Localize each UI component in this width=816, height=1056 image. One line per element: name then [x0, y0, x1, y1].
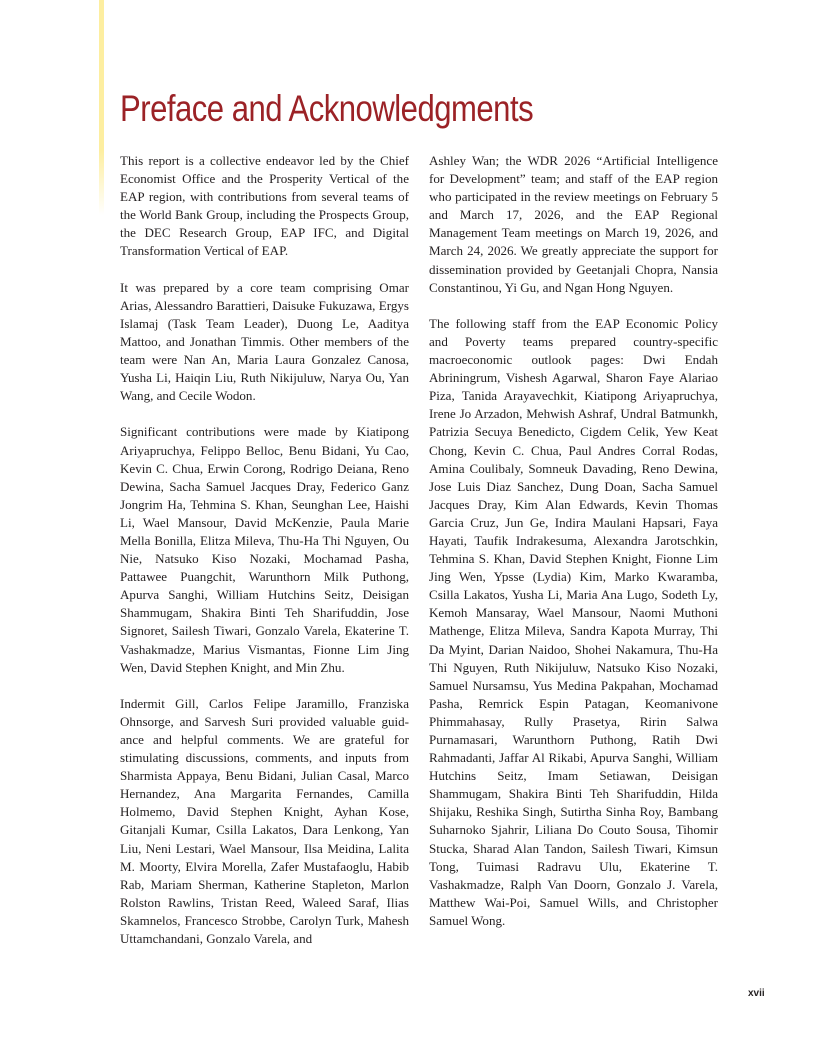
paragraph-significant-contributions: Significant contributions were made by Kiatipong Ariyapruchya, Felippo Belloc, Benu Bidani, Yu Cao, Kevin C. Chua, Erwin Corong, Rodrigo Deiana, Reno Dewina, Sacha Samuel Jacques Dray, Federico Ganz Jongrim Ha, Tehmina S. Khan, Seunghan Lee, Haishi Li, Wael Mansour, David McKenzie, Paula Marie Mella Bonilla, Elitza Mileva, Thu-Ha Thi Nguyen, Ou Nie, Natsuko Kiso Nozaki, Mochamad Pasha, Pattawee Puangchit, Warunthorn Milk Puthong, Apurva Sanghi, William Hutchins Seitz, Deisigan Shammugam, Shakira Binti Teh Sharifuddin, Jose Signoret, Sailesh Tiwari, Gonzalo Varela, Ekaterine T. Vashakmadze, Marius Vismantas, Fionne Lim Jing Wen, David Stephen Knight, and Min Zhu. [120, 424, 409, 675]
accent-bar [99, 0, 104, 215]
right-column [429, 152, 718, 948]
paragraph-report-overview: This report is a collective endeavor led by the Chief Economist Office and the Prosperity Vertical of the EAP region, with contributions from several teams of the World Bank Group, including the Prospects Group, the DEC Research Group, EAP IFC, and Digital Transformation Vertical of EAP. [120, 153, 409, 259]
left-column [120, 152, 409, 966]
paragraph-country-outlook-staff: The following staff from the EAP Economic Policy and Poverty teams prepared country-specific macroeconomic outlook pages: Dwi Endah Abriningrum, Vishesh Agarwal, Sharon Faye Alariao Piza, Tanida Arayavechkit, Kiatipong Ariyapruchya, Irene Jo Arzadon, Mehwish Ashraf, Undral Batmunkh, Patrizia Secuya Benedicto, Cigdem Celik, Yew Keat Chong, Kevin C. Chua, Paul Andres Corral Rodas, Amina Coulibaly, Somneuk Davading, Reno Dewina, Jose Luis Diaz Sanchez, Dung Doan, Sacha Samuel Jacques Dray, Kim Alan Edwards, Kevin Thomas Garcia Cruz, Jun Ge, Indira Maulani Hapsari, Faya Hayati, Taufik Indrakesuma, Alexandra Jarotschkin, Tehmina S. Khan, David Stephen Knight, Fionne Lim Jing Wen, Ypsse (Lydia) Kim, Marko Kwaramba, Csilla Lakatos, Yusha Li, Maria Ana Lugo, Sodeth Ly, Kemoh Mansaray, Wael Mansour, Naomi Muthoni Mathenge, Elitza Mileva, Sandra Kapota Murray, Thi Da Myint, Darian Naidoo, Shohei Nakamura, Thu-Ha Thi Nguyen, Ruth Nikijuluw, Natsuko Kiso Nozaki, Samuel Nursamsu, Yus Medina Pakpahan, Mochamad Pasha, Remrick Espin Patagan, Keomanivone Phimmahasay, Rully Prasetya, Ririn Salwa Purnamasari, Warunthorn Puthong, Ratih Dwi Rahmadanti, Jaffar Al Rikabi, Apurva Sanghi, William Hutchins Seitz, Imam Setiawan, Deisigan Shammugam, Shakira Binti Teh Sharifuddin, Hilda Shijaku, Reshika Singh, Sutirtha Sinha Roy, Bambang Suharnoko Sjahrir, Liliana Do Couto Sousa, Tihomir Stucka, Sharad Alan Tandon, Sailesh Tiwari, Kimsun Tong, Tuimasi Radravu Ulu, Ekaterine T. Vashakmadze, Ralph Van Doorn, Gonzalo J. Varela, Matthew Wai-Poi, Samuel Wills, and Christopher Samuel Wong. [429, 315, 718, 928]
paragraph-review-and-dissemination: Ashley Wan; the WDR 2026 “Artificial Intelligence for Development” team; and staff of the EAP region who participated in the review meetings on February 5 and March 17, 2026, and the EAP Regional Management Team meetings on March 19, 2026, and March 24, 2026. We greatly appreciate the support for dissemination provided by Geetanjali Chopra, Nansia Constantinou, Yi Gu, and Ngan Hong Nguyen. [429, 153, 718, 295]
page-number: xvii [748, 988, 765, 999]
paragraph-guidance-and-comments: Indermit Gill, Carlos Felipe Jaramillo, Franziska Ohnsorge, and Sarvesh Suri provided valuable guidance and helpful comments. We are grateful for stimulating discussions, comments, and inputs from Sharmista Appaya, Benu Bidani, Julian Casal, Marco Hernandez, Ana Margarita Fernandes, Camilla Holmemo, David Stephen Knight, Ayhan Kose, Gitanjali Kumar, Csilla Lakatos, Dara Lenkong, Yan Liu, Neni Lestari, Wael Mansour, Ilsa Meidina, Lalita M. Moorty, Elvira Morella, Zafer Mustafaoglu, Habib Rab, Mariam Sherman, Katherine Stapleton, Marlon Rolston Rawlins, Tristan Reed, Waleed Saraf, Ilias Skamnelos, Francesco Strobbe, Carolyn Turk, Mahesh Uttamchandani, Gonzalo Varela, and [120, 695, 409, 947]
page-title: Preface and Acknowledgments [120, 88, 534, 129]
paragraph-core-team: It was prepared by a core team comprising Omar Arias, Alessandro Barattieri, Daisuke Fukuzawa, Ergys Islamaj (Task Team Leader), Duong Le, Aaditya Mattoo, and Jonathan Timmis. Other members of the team were Nan An, Maria Laura Gonzalez Canosa, Yusha Li, Haiqin Liu, Ruth Nikijuluw, Narya Ou, Yan Wang, and Cecile Wodon. [120, 279, 409, 404]
